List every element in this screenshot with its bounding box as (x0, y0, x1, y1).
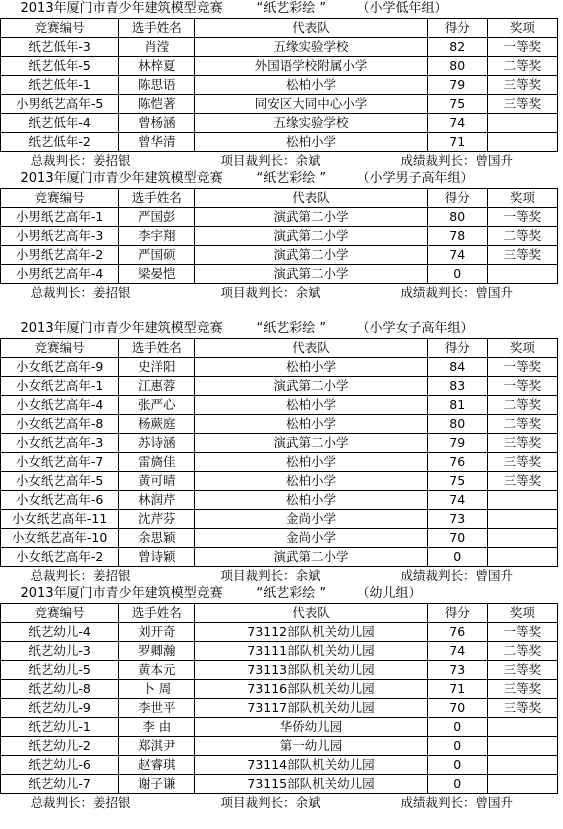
cell-id: 纸艺幼儿-6 (1, 756, 119, 775)
cell-award: 三等奖 (487, 661, 557, 680)
header-team: 代表队 (195, 339, 427, 358)
signatures (1, 284, 558, 303)
cell-score: 80 (427, 415, 487, 434)
cell-score: 0 (427, 737, 487, 756)
cell-team: 演武第二小学 (195, 548, 427, 567)
cell-id: 纸艺幼儿-7 (1, 775, 119, 794)
cell-id: 纸艺幼儿-5 (1, 661, 119, 680)
cell-award: 三等奖 (487, 680, 557, 699)
cell-id: 小男纸艺高年-1 (1, 208, 119, 227)
cell-id: 纸艺幼儿-3 (1, 642, 119, 661)
table-row (1, 396, 558, 415)
group-name: （小学低年组） (356, 1, 448, 16)
competition-name: 2013年厦门市青少年建筑模型竞赛 (20, 1, 223, 16)
cell-name: 谢子谦 (119, 775, 195, 794)
cell-name: 卜 周 (119, 680, 195, 699)
cell-id: 纸艺低年-1 (1, 76, 119, 95)
cell-team: 松柏小学 (195, 472, 427, 491)
cell-award: 三等奖 (487, 453, 557, 472)
cell-award: 二等奖 (487, 396, 557, 415)
cell-name: 罗卿瀚 (119, 642, 195, 661)
competition-name: 2013年厦门市青少年建筑模型竞赛 (20, 321, 223, 336)
cell-team: 华侨幼儿园 (195, 718, 427, 737)
cell-award (487, 775, 557, 794)
cell-score: 74 (427, 246, 487, 265)
cell-id: 小男纸艺高年-3 (1, 227, 119, 246)
cell-name: 肖滢 (119, 38, 195, 57)
table-row (1, 76, 558, 95)
header-name: 选手姓名 (119, 19, 195, 38)
cell-award: 二等奖 (487, 415, 557, 434)
cell-name: 李世平 (119, 699, 195, 718)
table-row (1, 661, 558, 680)
cell-award: 一等奖 (487, 38, 557, 57)
cell-team: 松柏小学 (195, 453, 427, 472)
table-row (1, 529, 558, 548)
section-title (1, 320, 558, 339)
table-header-row (1, 189, 558, 208)
cell-award (487, 114, 557, 133)
cell-team: 演武第二小学 (195, 434, 427, 453)
signature-row (1, 284, 558, 303)
cell-score: 78 (427, 227, 487, 246)
cell-team: 73111部队机关幼儿园 (195, 642, 427, 661)
header-id: 竞赛编号 (1, 339, 119, 358)
chief-judge: 总裁判长：姜招银 (30, 153, 131, 168)
chief-judge: 总裁判长：姜招银 (30, 285, 131, 300)
cell-score: 81 (427, 396, 487, 415)
header-score: 得分 (427, 339, 487, 358)
header-id: 竞赛编号 (1, 189, 119, 208)
cell-score: 71 (427, 133, 487, 152)
cell-name: 余思颖 (119, 529, 195, 548)
cell-award: 三等奖 (487, 95, 557, 114)
cell-score: 80 (427, 208, 487, 227)
cell-score: 70 (427, 529, 487, 548)
cell-id: 纸艺低年-5 (1, 57, 119, 76)
section-title (1, 170, 558, 189)
table-row (1, 737, 558, 756)
table-row (1, 623, 558, 642)
header-award: 奖项 (487, 339, 557, 358)
cell-award: 三等奖 (487, 434, 557, 453)
section-title-row (1, 585, 558, 604)
cell-id: 小女纸艺高年-4 (1, 396, 119, 415)
table-row (1, 434, 558, 453)
cell-score: 80 (427, 57, 487, 76)
cell-team: 演武第二小学 (195, 265, 427, 284)
cell-id: 纸艺幼儿-4 (1, 623, 119, 642)
cell-team: 73113部队机关幼儿园 (195, 661, 427, 680)
cell-id: 纸艺幼儿-2 (1, 737, 119, 756)
cell-name: 林梓夏 (119, 57, 195, 76)
score-judge: 成绩裁判长：曾国升 (400, 795, 514, 810)
section-title (1, 0, 558, 19)
cell-award: 一等奖 (487, 208, 557, 227)
cell-award: 三等奖 (487, 76, 557, 95)
event-name: “纸艺彩绘 ” (256, 171, 327, 186)
cell-id: 小女纸艺高年-1 (1, 377, 119, 396)
cell-award: 一等奖 (487, 623, 557, 642)
cell-name: 黄可晴 (119, 472, 195, 491)
cell-team: 73115部队机关幼儿园 (195, 775, 427, 794)
cell-team: 松柏小学 (195, 76, 427, 95)
cell-award: 三等奖 (487, 472, 557, 491)
event-name: “纸艺彩绘 ” (256, 586, 327, 601)
table-row (1, 775, 558, 794)
cell-team: 松柏小学 (195, 491, 427, 510)
event-name: “纸艺彩绘 ” (256, 1, 327, 16)
header-score: 得分 (427, 19, 487, 38)
signatures (1, 152, 558, 171)
table-row (1, 95, 558, 114)
cell-id: 小女纸艺高年-10 (1, 529, 119, 548)
score-judge: 成绩裁判长：曾国升 (400, 568, 514, 583)
cell-name: 沈芹芬 (119, 510, 195, 529)
cell-id: 小女纸艺高年-11 (1, 510, 119, 529)
cell-team: 73112部队机关幼儿园 (195, 623, 427, 642)
cell-award: 一等奖 (487, 358, 557, 377)
header-name: 选手姓名 (119, 189, 195, 208)
cell-award: 三等奖 (487, 699, 557, 718)
group-name: （幼儿组） (356, 586, 422, 601)
table-row (1, 133, 558, 152)
section-title-row (1, 0, 558, 19)
cell-id: 小男纸艺高年-4 (1, 265, 119, 284)
cell-id: 小女纸艺高年-8 (1, 415, 119, 434)
cell-team: 73116部队机关幼儿园 (195, 680, 427, 699)
event-name: “纸艺彩绘 ” (256, 321, 327, 336)
cell-team: 松柏小学 (195, 358, 427, 377)
table-row (1, 114, 558, 133)
table-row (1, 377, 558, 396)
cell-award: 一等奖 (487, 377, 557, 396)
header-award: 奖项 (487, 19, 557, 38)
cell-id: 纸艺低年-3 (1, 38, 119, 57)
cell-id: 小女纸艺高年-3 (1, 434, 119, 453)
cell-name: 曾杨涵 (119, 114, 195, 133)
cell-team: 五缘实验学校 (195, 114, 427, 133)
cell-award: 三等奖 (487, 246, 557, 265)
table-row (1, 548, 558, 567)
project-judge: 项目裁判长：余斌 (220, 568, 321, 583)
table-row (1, 491, 558, 510)
table-row (1, 472, 558, 491)
cell-name: 雷旖佳 (119, 453, 195, 472)
cell-award (487, 265, 557, 284)
cell-name: 史洋阳 (119, 358, 195, 377)
cell-award: 二等奖 (487, 642, 557, 661)
cell-team: 第一幼儿园 (195, 737, 427, 756)
cell-score: 0 (427, 718, 487, 737)
table-row (1, 510, 558, 529)
cell-score: 75 (427, 95, 487, 114)
cell-id: 小男纸艺高年-5 (1, 95, 119, 114)
cell-name: 杨蕨庭 (119, 415, 195, 434)
cell-id: 小女纸艺高年-5 (1, 472, 119, 491)
group-name: （小学男子高年组） (356, 171, 474, 186)
cell-team: 金尚小学 (195, 510, 427, 529)
cell-name: 江惠蓉 (119, 377, 195, 396)
project-judge: 项目裁判长：余斌 (220, 285, 321, 300)
cell-score: 74 (427, 642, 487, 661)
cell-award (487, 491, 557, 510)
cell-name: 严国硕 (119, 246, 195, 265)
cell-id: 纸艺幼儿-8 (1, 680, 119, 699)
cell-id: 小女纸艺高年-6 (1, 491, 119, 510)
cell-name: 严国彭 (119, 208, 195, 227)
table-row (1, 718, 558, 737)
cell-score: 76 (427, 623, 487, 642)
cell-name: 李 由 (119, 718, 195, 737)
cell-score: 75 (427, 472, 487, 491)
cell-score: 0 (427, 265, 487, 284)
cell-name: 张严心 (119, 396, 195, 415)
signature-row (1, 152, 558, 171)
cell-team: 同安区大同中心小学 (195, 95, 427, 114)
cell-team: 演武第二小学 (195, 246, 427, 265)
cell-name: 曾诗颖 (119, 548, 195, 567)
signatures (1, 794, 558, 813)
cell-score: 0 (427, 548, 487, 567)
cell-team: 演武第二小学 (195, 377, 427, 396)
group-name: （小学女子高年组） (356, 321, 474, 336)
table-row (1, 699, 558, 718)
section-title (1, 585, 558, 604)
cell-score: 71 (427, 680, 487, 699)
cell-award (487, 718, 557, 737)
cell-score: 70 (427, 699, 487, 718)
project-judge: 项目裁判长：余斌 (220, 153, 321, 168)
cell-id: 小男纸艺高年-2 (1, 246, 119, 265)
chief-judge: 总裁判长：姜招银 (30, 568, 131, 583)
cell-score: 73 (427, 510, 487, 529)
cell-score: 74 (427, 114, 487, 133)
cell-id: 小女纸艺高年-7 (1, 453, 119, 472)
competition-name: 2013年厦门市青少年建筑模型竞赛 (20, 586, 223, 601)
cell-id: 纸艺低年-4 (1, 114, 119, 133)
cell-team: 外国语学校附属小学 (195, 57, 427, 76)
header-name: 选手姓名 (119, 604, 195, 623)
spacer-row (1, 302, 558, 320)
cell-id: 小女纸艺高年-2 (1, 548, 119, 567)
table-header-row (1, 339, 558, 358)
table-row (1, 208, 558, 227)
cell-name: 黄本元 (119, 661, 195, 680)
cell-score: 84 (427, 358, 487, 377)
project-judge: 项目裁判长：余斌 (220, 795, 321, 810)
cell-team: 五缘实验学校 (195, 38, 427, 57)
table-row (1, 57, 558, 76)
cell-name: 曾华清 (119, 133, 195, 152)
table-row (1, 756, 558, 775)
cell-award (487, 510, 557, 529)
cell-score: 82 (427, 38, 487, 57)
table-row (1, 642, 558, 661)
competition-name: 2013年厦门市青少年建筑模型竞赛 (20, 171, 223, 186)
header-id: 竞赛编号 (1, 19, 119, 38)
cell-score: 79 (427, 434, 487, 453)
cell-id: 纸艺幼儿-1 (1, 718, 119, 737)
table-row (1, 265, 558, 284)
table-row (1, 227, 558, 246)
header-award: 奖项 (487, 604, 557, 623)
cell-award (487, 529, 557, 548)
cell-name: 刘开奇 (119, 623, 195, 642)
header-id: 竞赛编号 (1, 604, 119, 623)
cell-id: 纸艺低年-2 (1, 133, 119, 152)
table-row (1, 38, 558, 57)
cell-award (487, 548, 557, 567)
cell-name: 苏诗涵 (119, 434, 195, 453)
cell-team: 73114部队机关幼儿园 (195, 756, 427, 775)
signature-row (1, 567, 558, 586)
score-judge: 成绩裁判长：曾国升 (400, 285, 514, 300)
cell-score: 73 (427, 661, 487, 680)
cell-team: 松柏小学 (195, 396, 427, 415)
cell-id: 小女纸艺高年-9 (1, 358, 119, 377)
cell-award (487, 133, 557, 152)
score-judge: 成绩裁判长：曾国升 (400, 153, 514, 168)
table-row (1, 415, 558, 434)
cell-award: 二等奖 (487, 227, 557, 246)
header-award: 奖项 (487, 189, 557, 208)
table-header-row (1, 19, 558, 38)
header-score: 得分 (427, 189, 487, 208)
section-title-row (1, 320, 558, 339)
cell-score: 83 (427, 377, 487, 396)
cell-team: 演武第二小学 (195, 227, 427, 246)
cell-team: 73117部队机关幼儿园 (195, 699, 427, 718)
signature-row (1, 794, 558, 813)
cell-team: 金尚小学 (195, 529, 427, 548)
chief-judge: 总裁判长：姜招银 (30, 795, 131, 810)
cell-team: 松柏小学 (195, 133, 427, 152)
cell-team: 演武第二小学 (195, 208, 427, 227)
header-name: 选手姓名 (119, 339, 195, 358)
cell-award: 二等奖 (487, 57, 557, 76)
header-team: 代表队 (195, 604, 427, 623)
cell-award (487, 756, 557, 775)
signatures (1, 567, 558, 586)
cell-award (487, 737, 557, 756)
cell-name: 梁晏恺 (119, 265, 195, 284)
table-header-row (1, 604, 558, 623)
cell-name: 陈恺著 (119, 95, 195, 114)
cell-id: 纸艺幼儿-9 (1, 699, 119, 718)
header-team: 代表队 (195, 19, 427, 38)
cell-score: 0 (427, 756, 487, 775)
cell-name: 林润芹 (119, 491, 195, 510)
cell-score: 76 (427, 453, 487, 472)
section-title-row (1, 170, 558, 189)
cell-name: 李宇翔 (119, 227, 195, 246)
cell-name: 陈思语 (119, 76, 195, 95)
table-row (1, 453, 558, 472)
table-row (1, 358, 558, 377)
header-team: 代表队 (195, 189, 427, 208)
cell-name: 赵睿琪 (119, 756, 195, 775)
header-score: 得分 (427, 604, 487, 623)
cell-name: 郑淇尹 (119, 737, 195, 756)
table-row (1, 680, 558, 699)
cell-score: 74 (427, 491, 487, 510)
cell-score: 0 (427, 775, 487, 794)
table-row (1, 246, 558, 265)
cell-team: 松柏小学 (195, 415, 427, 434)
cell-score: 79 (427, 76, 487, 95)
